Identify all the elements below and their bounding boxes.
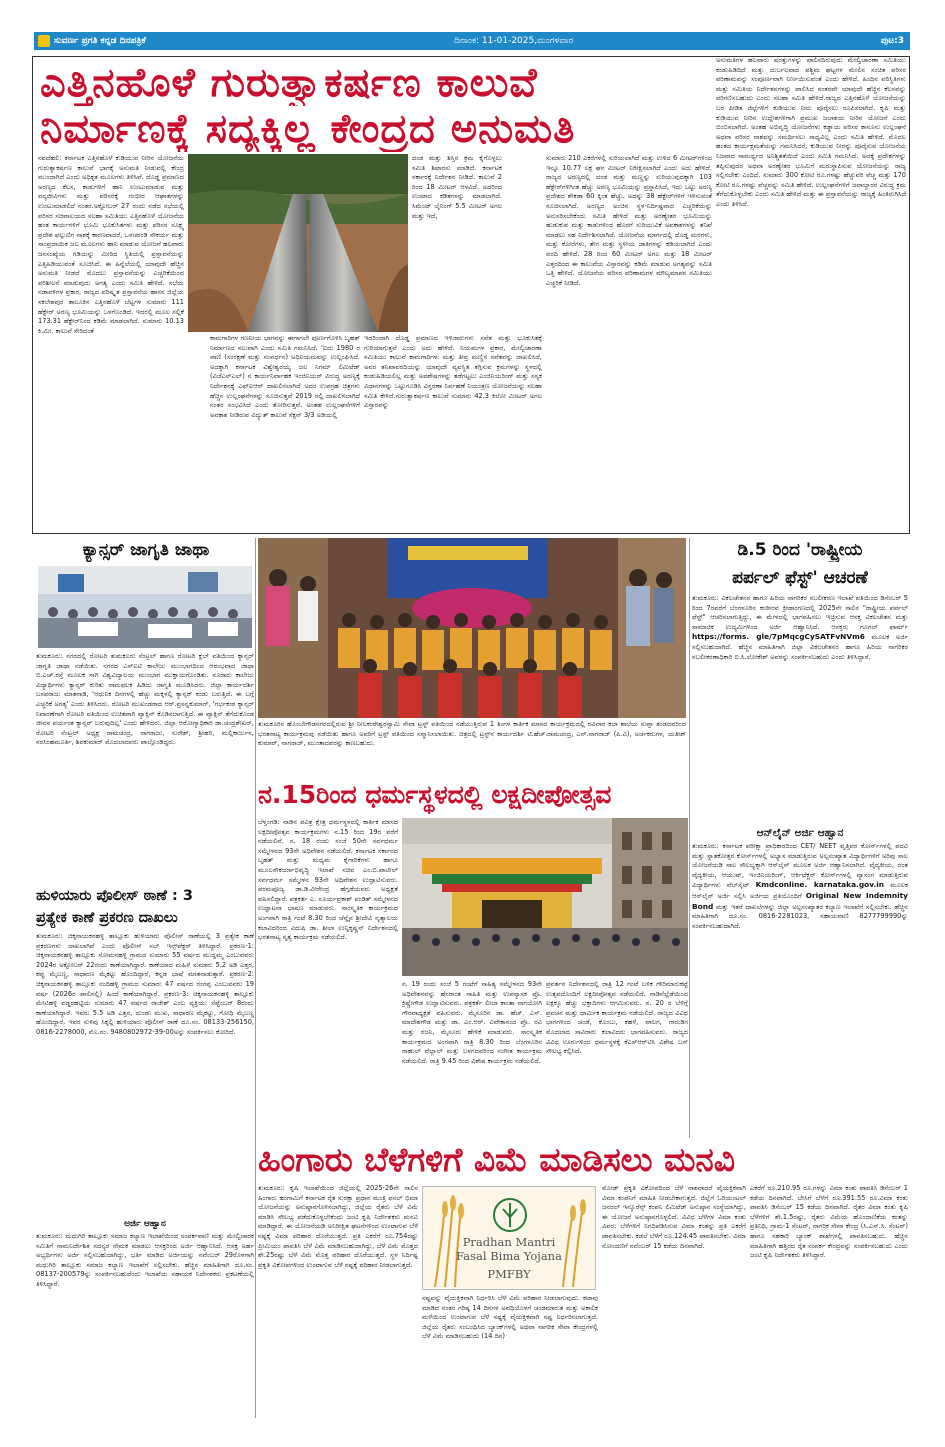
story1-pipeline-photo [188,154,408,332]
story7-headline: ಹಿಂಗಾರು ಬೆಳೆಗಳಿಗೆ ವಿಮೆ ಮಾಡಿಸಲು ಮನವಿ [258,1140,736,1179]
story1-col2-bottom: ಕಾಮಗಾರಿಗಳ ಗಣನೀಯ ಭಾಗವನ್ನು ಈಗಾಗಲೇ ಪೂರ್ಣಗೊಳಿಸಿ ಬೃಹತ್ ನಿರ್ಮಾಣದ ಸಲುವಾಗಿ ಎಂದು ಸಮಿತಿ ಗಮನಿಸಿದೆ. 'ಐದು 1980 ರ ವಾಣಿ (ಸಂರಕ್ಷಣೆ ಮತ್ತು ಸಂವರ್ಧನ) ಅಧಿನಿಯಮವನ್ನು ಉಲ್ಲಂಘಿಸಿದೆ. ಅದಕ್ಕಾಗಿ ಕರ್ನಾಟಕ ವಿಶ್ವೇಶ್ವರಯ್ಯ ಜಲ ನಿಗಮ್ ಲಿಮಿಟೆಡ್ (ವಿಜೆಎನ್‌ಎಲ್) ನ ಕಾರ್ಯನಿರ್ವಾಹಕ ಇಂಜಿನಿಯರ್ ವಿರುದ್ಧ ಅರಣ್ಯಕ್ಕೆ ನಿರ್ದೇಶನಕ್ಕೆ ಎಫ್‌ಐಆರ್ ದಾಖಲಿಸಲಾಗಿದೆ ಅದರ ಉಪಗ್ರಹ ಚಿತ್ರಗಳು ಹೆಚ್ಚಿನ ಉಲ್ಲಂಘನೆಗಳನ್ನು ಸೂಚಿಸುತ್ತವೆ 2019 ರಲ್ಲಿ ದಾಖಲಿಸಲಾಗಿದೆ ನಂತರ ಸಂಭವಿಸಿದೆ ಎಂದು ತೋರಿಸುತ್ತವೆ. ಅಂತಹ ಉಲ್ಲಂಘನೆಗಳಿಗೆ ಅವಕಾಶ ನೀಡಿರುವ ವಿದ್ಯುತ್ ಕಾಲುವೆ ಸೆಕ್ಷನ್ 3/3 ಅಡಿಯಲ್ಲಿ [210,334,360,419]
story3-body: ತುಮಕೂರು: ಚಿಕ್ಕನಾಯಕನಹಳ್ಳಿ ತಾಲ್ಲೂಕು ಹುಳಿಯಾರು ಪೊಲೀಸ್ ಠಾಣೆಯಲ್ಲಿ 3 ಪ್ರತ್ಯೇಕ ಕಾಣೆ ಪ್ರಕರಣಗಳು ದಾಖಲಾಗಿವೆ ಎಂದು ಪೊಲೀಸ್ ಸಬ್ ಇನ್ಸ್‌ಪೆಕ್ಟರ್ ತಿಳಿಸಿದ್ದಾರೆ. ಪ್ರಕರಣ-1: ಚಿಕ್ಕನಾಯಕನಹಳ್ಳಿ ತಾಲ್ಲೂಕು ಸೋಮನಹಳ್ಳಿ ಗ್ರಾಮದ ಸುಮಾರು 55 ವರ್ಷದ ಮುದ್ದಮ್ಮ ಎಂಬುವವರು 2024ರ ಅಕ್ಟೋಬರ್ 22ರಂದು ಕಾಣೆಯಾಗಿದ್ದಾರೆ. ಕಾಣೆಯಾದ ಮಹಿಳೆ ಸುಮಾರು 5.2 ಅಡಿ ಎತ್ತರ, ಕಪ್ಪು ಮೈಬಣ್ಣ, ಸಾಧಾರಣ ಮೈಕಟ್ಟು ಹೊಂದಿದ್ದಾರೆ, ಕನ್ನಡ ಭಾಷೆ ಮಾತನಾಡುತ್ತಾರೆ. ಪ್ರಕರಣ-2: ಚಿಕ್ಕನಾಯಕನಹಳ್ಳಿ ತಾಲ್ಲೂಕು ನಂದಿಹಳ್ಳಿ ಗ್ರಾಮದ ಸುಮಾರು 47 ವರ್ಷದ ರಂಗಪ್ಪ ಎಂಬುವವರು 19 ವರ್ಷ (2026ರ ಪಾಲಿನಲ್ಲಿ) ಹಿಂದೆ ಕಾಣೆಯಾಗಿದ್ದಾರೆ. ಪ್ರಕರಣ-3: ಚಿಕ್ಕನಾಯಕನಹಳ್ಳಿ ತಾಲ್ಲೂಕು ಮೇಟಿಹಳ್ಳಿ ವಡ್ಡರಹಟ್ಟಿಯ ಸುಮಾರು 47 ವರ್ಷದ ರಾಜೇಶ್ ಎಂಬ ವ್ಯಕ್ತಿಯು ಸೆಪ್ಟೆಂಬರ್ 8ರಂದು ಕಾಣೆಯಾಗಿದ್ದಾರೆ. ಇವರು 5.5 ಅಡಿ ಎತ್ತರ, ದುಂಡು ಮುಖ, ಸಾಧಾರಣ ಮೈಕಟ್ಟು, ಗೋಧಿ ಮೈಬಣ್ಣ ಹೊಂದಿದ್ದಾರೆ. ಇವರ ಸುಳಿವು ಸಿಕ್ಕಲ್ಲಿ ಹುಳಿಯಾರು ಪೊಲೀಸ್ ಠಾಣೆ ದೂ.ಸಂ. 08133-256150, 0816-2278000, ಮೊ.ನಂ. 9480802972-39-00ಅನ್ನು ಸಂಪರ್ಕಿಸಲು ಕೋರಿದೆ. [36,932,254,1036]
story1-col3: ಇದರಿಂದಾಗಿ ದೊಡ್ಡ ಪ್ರಮಾಣದ ಇಳಿಜಾರುಗಳು ಸವೆತ ಮತ್ತು ಭೂಕುಸಿತಕ್ಕೆ ಗುರಿಯಾಗುತ್ತವೆ ಎಂದು ಅದು ಹೇಳಿದೆ. ನಿಯಮಗಳ ಪ್ರಕಾರ, ಮೇಲ್ವಿಚಾರಣಾ ಸಮಿತಿಯು ಕಾಲುವೆ ಕಾಮಗಾರಿಗಳು ಮತ್ತು ತೀವ್ರ ಮಣ್ಣಿನ ಸವೆತವನ್ನು ದಾಖಲಿಸಿದೆ, ಅವರ ತನಿಖಾವರದಿಯನ್ನು ಯಾವುದೇ ವ್ಯವಸ್ಥಿತ ತಗ್ಗಿಸುವ ಕ್ರಮಗಳನ್ನು ಸ್ಥಳದಲ್ಲಿ ಕಂಡುಹಿಡಿಯಲಿಲ್ಲ ಮತ್ತು ಅವಶೇಷಗಳನ್ನು ತಡೆಗಟ್ಟಲು ಎಂಜಿನಿಯರಿಂಗ್ ಮತ್ತು ಸಸ್ಯಕ ವಿಧಾನಗಳನ್ನು ಒಟ್ಟುಗೂಡಿಸಿ ವಿಸ್ತರಣಾ ನಿರ್ವಹಣೆ ನಿಯಂತ್ರಣ ಯೋಜನೆಯನ್ನು ಸಲಹಾ ಸಮಿತಿ ಕೇಳಿದೆ.ಗುರುತ್ವಾಕರ್ಷಣ ಕಾಲುವೆ ಸುಮಾರು 42.3 ಕಿಲೋ ಮೀಟರ್ ಅಗಲ ವಿಸ್ತಾರವನ್ನು [364,334,542,410]
story5-body-text-2: ಮೂಲಕ ಅರ್ಜಿ ಸಲ್ಲಿಸಬಹುದಾಗಿದೆ. ಹೆಚ್ಚಿನ ಮಾಹಿತಿಗಾಗಿ ಜಿಲ್ಲಾ ವಿಕಲಚೇತನರ ಹಾಗೂ ಹಿರಿಯ ನಾಗರಿಕರ ಸಬಲೀಕರಣಾಧಿಕಾರಿ ಬಿ.ಸಿ.ಲೋಕೇಶ್ ಅವರನ್ನು ಸಂಪರ್ಕಿಸಬಹುದು ಎಂದು ತಿಳಿಸಿದ್ದಾರೆ. [692,633,908,661]
masthead-bar [34,32,910,50]
story5-body [692,594,908,824]
story5-body-text: ತುಮಕೂರು: ವಿಕಲಚೇತನರ ಹಾಗೂ ಹಿರಿಯ ನಾಗರಿಕರ ಸಬಲೀಕರಣ ಇಲಾಖೆ ವತಿಯಿಂದ ಡಿಸೆಂಬರ್ 5 ರಿಂದ 7ರವರೆಗೆ ಬೆಂಗಳೂರಿನ ಕಂಠೀರವ ಕ್ರೀಡಾಂಗಣದಲ್ಲಿ 2025ನೇ ಸಾಲಿನ "ರಾಷ್ಟ್ರೀಯ ಪರ್ಪಲ್ ಫೆಸ್ಟ್" ಆಚರಿಸಲಾಗುತ್ತಿದ್ದು, ಈ ಮೇಳದಲ್ಲಿ ಭಾಗವಹಿಸಲು ಇಚ್ಛಿಸುವ ಆಸಕ್ತ ವಿಕಲಚೇತನ ಮತ್ತು ಸಾಮಾಜಿಕ ಉದ್ಯಮಿಗಳಿಂದ ಅರ್ಜಿ ಆಹ್ವಾನಿಸಿದೆ. ಆಸಕ್ತರು ಗೂಗಲ್ ಫಾರ್ಮ್ [692,594,908,631]
story4-dance-photo [258,538,686,718]
story1-col4: ಸುಮಾರು 210 ಎಕರೆಗಳಲ್ಲಿ ಸುರಿಯಲಾಗಿದೆ ಮತ್ತು ಉಳಿದ 6 ಮೀಟರ್‌ಗಳಿಂದ ಇನ್ನೂ 10.77 ಲಕ್ಷ ಘನ ಮೀಟರ್ ನಿರೀಕ್ಷಿಸಲಾಗಿದೆ ಎಂದು ಅದು ಹೇಳಿದೆ. ರಾಜ್ಯದ ಅರಣ್ಯದಲ್ಲಿ ದಂಡ ಮತ್ತು ಮಣ್ಣನ್ನು ಸುರಿಯುವುದಕ್ಕಾಗಿ 103 ಹೆಕ್ಟೇರ್‌ಗಳಿಗಿಂತ ಹೆಚ್ಚು ಅರಣ್ಯ ಭೂಮಿಯನ್ನು ಪ್ರಸ್ತಾಪಿಸಿದೆ, ಇದು ಒಟ್ಟು ಅರಣ್ಯ ಪ್ರದೇಶದ ಶೇಕಡಾ 60 ಕ್ಕಿಂತ ಹೆಚ್ಚು. ಅದನ್ನು 38 ಹೆಕ್ಟೇರ್‌ಗಳಿಗೆ ಇಳಿಸುವಂತೆ ಸೂಚಿಸಲಾಗಿದೆ. ಅರಣ್ಯದ ಅಂಚಿನ ಸ್ಥಳ-ನಿರ್ದಿಷ್ಟವಾದ ಎಚ್ಚರಿಕೆಯನ್ನು ಅನುಸರಿಸಬೇಕೆಂದು ಸಮಿತಿ ಹೇಳಿದೆ ಮತ್ತು ಅರಣ್ಯೇತರ ಭೂಮಿಯನ್ನು ಹುಡುಕುವ ಮತ್ತು ಕಾಡುಗಳಿಂದ ಹೊರಗೆ ಸುರಿಯುವಿಕೆ ಅವಕಾಶಗಳನ್ನು ತನಿಖೆ ಮಾಡಲು ಸಹ ನಿರ್ದೇಶಿಸಲಾಗಿದೆ. ಯೋಜನೆಯ ಮಾರ್ಗದಲ್ಲಿ ದೊಡ್ಡ ಮರಗಳು, ಮತ್ತು ಕೋರೆಗಳು, ತೇಗ ಮತ್ತು ಸ್ಥಳೀಯ ಜಾತಿಗಳನ್ನು ಕಡಿಯಲಾಗಿದೆ ಎಂದು ವರದಿ ಹೇಳಿದೆ. 28 ರಿಂದ 60 ಮೀಟರ್ ಅಗಲ ಮತ್ತು 18 ಮೀಟರ್ ಎತ್ತರದಿಂದ ಈ ಕಾಲುವೆಯ ವಿಸ್ತಾರವನ್ನು ಕಡಿಮೆ ಮಾಡುವ ಅಗತ್ಯವನ್ನು ಸಮಿತಿ ಒತ್ತಿ ಹೇಳಿದೆ. ಯೋಜನೆಯ ಪರಿಸರ ಪರಿಣಾಮಗಳ ಮೌಲ್ಯಮಾಪನ ಸಮಿತಿಯು ಎಚ್ಚರಿಕೆ ನೀಡಿದೆ. [546,154,712,287]
story5-headline-1: ಡಿ.5 ರಿಂದ 'ರಾಷ್ಟ್ರೀಯ [737,540,863,560]
story5-sub-body-text: ತುಮಕೂರು: ಕರ್ನಾಟಕ ಪರೀಕ್ಷಾ ಪ್ರಾಧಿಕಾರದಿಂದ CET/ NEET ವೃತ್ತಿಪರ ಕೋರ್ಸ್‌ಗಳಲ್ಲಿ ಪದವಿ ಮತ್ತು ಸ್ನಾತಕೋತ್ತರ ಕೋರ್ಸ್‌ಗಳಲ್ಲಿ ಅಭ್ಯಾಸ ಮಾಡುತ್ತಿರುವ ಅಲ್ಪಸಂಖ್ಯಾತ ವಿದ್ಯಾರ್ಥಿಗಳಿಗೆ ಅರಿವು ಸಾಲ ಯೋಜನೆಯಡಿ ಸಾಲ ಸೌಲಭ್ಯಕ್ಕಾಗಿ ಆನ್‌ಲೈನ್ ಮೂಲಕ ಅರ್ಜಿ ಆಹ್ವಾನಿಸಲಾಗಿದೆ. ವೈದ್ಯಕೀಯ, ದಂತ ವೈದ್ಯಕೀಯ, ಆಯುಷ್, ಇಂಜಿನಿಯರಿಂಗ್, ಆರ್ಕಿಟೆಕ್ಚರ್ ಕೋರ್ಸ್‌ಗಳಲ್ಲಿ ವ್ಯಾಸಂಗ ಮಾಡುತ್ತಿರುವ ವಿದ್ಯಾರ್ಥಿಗಳು ವೆಬ್‌ಸೈಟ್ [692,842,908,890]
story7-pmfby-logo [422,1186,596,1290]
story5-website-link[interactable]: Kmdconline. karnataka.gov.in [755,880,885,890]
story1-col2-top: ದಂಡ ಮತ್ತು ಶಿಸ್ತಿನ ಕ್ರಮ ಕೈಗೊಳ್ಳಲು ಸಮಿತಿ ಶಿಫಾರಸು ಮಾಡಿದೆ. ಕರ್ನಾಟಕ ಸರ್ಕಾರಕ್ಕೆ ನಿರ್ದೇಶನ ನೀಡಿದೆ. ಕಾಲುವೆ 2 ರಿಂದ 18 ಮೀಟರ್ ಆಳವಿದೆ. ಅದರಿಂದ ಉಂಟಾದ ಕಡಿತಗಳನ್ನು ಮಾಡಲಾಗಿದೆ. ಸಿಮೆಂಟ್ ಲೈನಿಂಗ್ 5.5 ಮೀಟರ್ ಅಗಲ ಮತ್ತು ಇದೆ, [412,154,502,220]
story5-headline-2: ಪರ್ಪಲ್ ಫೆಸ್ಟ್' ಆಚರಣೆ [732,568,868,588]
story1-headline-1: ಎತ್ತಿನಹೊಳೆ ಗುರುತ್ವಾಕರ್ಷಣ ಕಾಲುವೆ [40,60,538,106]
story5-sub-body-text-2: ಮೂಲಕ ಆನ್‌ಲೈನ್ ಅರ್ಜಿ ಸಲ್ಲಿಸಿ ಅರ್ಜಿಯ ಪ್ರತಿಯೊಂದಿಗೆ [692,881,908,900]
story6-col2: ನ. 19 ರಂದು ಸಂಜೆ 5 ಗಂಟೆಗೆ ಸಾಹಿತ್ಯ ಸಮ್ಮೇಳನದ 93ನೇ ಅಧಿವೇಶನವನ್ನು ಹೆಸರಾಂತ ಸಾಹಿತಿ ಮತ್ತು ಉಪನ್ಯಾಸಕ ಪ್ರೊ. ಕ್ರಿಷ್ಣೇಗೌಡ ಉದ್ಘಾಟಿಸುವರು. ಪತ್ರಕರ್ತೆ ಲೀಲಾ ಕಾಂತಾ ನಾಗಯೋಗಿ ಗೌರವಾಧ್ಯಕ್ಷತೆ ವಹಿಸುವರು. ಮೈಸೂರಿನ ಡಾ. ಹೆಚ್. ಎಸ್. ಮಾದೇಶಗೌಡ ಮತ್ತು ಡಾ. ಎಂ.ಆರ್. ವಿವೇಕಾನಂದ ಪ್ರೊ. ರವಿ ಮತ್ತು ರಜನಿ, ಮೈಸೂರು ಹೇಳಿಕೆ ಮಾಡುವರು. ಸಾಂಸ್ಕೃತಿಕ ಕಾರ್ಯಕ್ರಮದ ಅಂಗವಾಗಿ ರಾತ್ರಿ 8.30 ರಿಂದ ಬೆಂಗಳೂರಿನ ರಾಹುಲ್ ವೆಲ್ಲಾಲ್ ಮತ್ತು ಬಳಗದವರಿಂದ ಸಂಗೀತ ಕಾರ್ಯಕ್ರಮ ನಡೆಯಲಿದೆ. ರಾತ್ರಿ 9.45 ರಿಂದ ವಿಶೇಷ ಕಾರ್ಯಕ್ರಮ ನಡೆಯಲಿದೆ. [402,980,542,1065]
column-rule-right [689,538,690,1138]
pmfby-line-2: Fasal Bima Yojana [456,1249,562,1263]
story6-temple-photo [402,818,688,976]
story1-col5: ಅನುಮತಿಗಳ ಹಲವಾರು ಷರತ್ತುಗಳನ್ನು ಪಾಲಿಸದಿರುವುದು ಮೇಲ್ವಿಚಾರಣಾ ಸಮಿತಿಯು ಕಂಡುಹಿಡಿದಿದೆ ಮತ್ತು ದುರ್ಬಲವಾದ ಪಶ್ಚಿಮ ಘಟ್ಟಗಳ ಮೇಲಿನ ಸಂಚಿತ ಪರಿಸರ ಪರಿಣಾಮವನ್ನು ಸಂಪೂರ್ಣವಾಗಿ ನಿರ್ಣಯಿಸುವಂತೆ ಎಂದು ಹೇಳಿದೆ. ಹಿಂದಿನ ಪರಿಸ್ಥಿತಿಗಳು ಮತ್ತು ಸಮಿತಿಯ ನಿರ್ದೇಶನಗಳನ್ನು ಪಾಲಿಸಿದ ನಂತರವೇ ಯಾವುದೇ ಹೆಚ್ಚಿನ ಕೆಲಸವನ್ನು ಪರಿಗಣಿಸಬಹುದು ಎಂದು ಸಲಹಾ ಸಮಿತಿ ಹೇಳಿದೆ.ರಾಜ್ಯದ ಎತ್ತಿನಹೊಳೆ ಯೋಜನೆಯನ್ನು ಬರ ಪೀಡಿತ ಜಿಲ್ಲೆಗಳಿಗೆ ಕುಡಿಯುವ ನೀರು ಪೂರೈಸಲು ರೂಪಿಸಲಾಗಿದೆ. ಕೃಷಿ ಮತ್ತು ಕುಡಿಯುವ ನೀರಿನ ಉದ್ದೇಶಗಳಿಗಾಗಿ ಪ್ರಮುಖ ಜಲಾಶಯ ನೀರಿನ ಯೋಜನೆ ಎಂದು ಬಿಂಬಿಸಲಾಗಿದೆ. ಅಂತಹ ಅಭಿವೃದ್ಧಿ ಯೋಜನೆಗಳು ಕಡ್ಡಾಯ ಪರಿಸರ ಕಾನೂನು ಉಲ್ಲಂಘನೆ ಅಥವಾ ಪರಿಸರ ನಾಶವನ್ನು ಸಮರ್ಥಿಸಲು ಸಾಧ್ಯವಿಲ್ಲ ಎಂದು ಸಮಿತಿ ಹೇಳಿದೆ. ಮೊದಲ ಹಂತದ ಕಾರ್ಯಕ್ಷಮತೆಯನ್ನು ಗಮನಿಸಿದರೆ, ಕುಡಿಯುವ ನೀರನ್ನು ಪೂರೈಸುವ ಯೋಜನೆಯ ನಿಜವಾದ ಸಾಮರ್ಥ್ಯದ ಅನಿಶ್ಚಿತತೆಯಿದೆ ಎಂದು ಸಮಿತಿ ಗಮನಿಸಿದೆ. ಅದಕ್ಕೆ ಪ್ರದೇಶಗಳನ್ನು ತಪ್ಪಿಸುವುದರ ಅಥವಾ ಅರಣ್ಯೇತರ ಭೂಮಿಗೆ ಮರುಸ್ಥಾಪಿಸುವ ಯೋಜನೆಯನ್ನು ರಾಜ್ಯ ಸಲ್ಲಿಸಬೇಕು ಎಂದಿದೆ. ಸುಮಾರು 300 ಕೋಟಿ ರೂ.ಗಳಷ್ಟು ಹೆಚ್ಚುವರಿ ವೆಚ್ಚ ಮತ್ತು 170 ಕೋಟಿ ರೂ.ಗಳಷ್ಟು ವೆಚ್ಚವನ್ನು ಸಮಿತಿ ಹೇಳಿದೆ. ಉಲ್ಲಂಘನೆಗಳಿಗೆ ಜವಾಬ್ದಾರರ ವಿರುದ್ಧ ಕ್ರಮ ತೆಗೆದುಕೊಳ್ಳಬೇಕು ಎಂದು ಸಮಿತಿ ಹೇಳಿದೆ ಮತ್ತು ಈ ಪ್ರಸ್ತಾವನೆಯನ್ನು ರಾಜ್ಯಕ್ಕೆ ಹಿಂತಿರುಗಿಸಿದೆ ಎಂದು ತಿಳಿಸಿದೆ. [716,56,906,208]
story7-col1: ತುಮಕೂರು: ಕೃಷಿ ಇಲಾಖೆಯಿಂದ ಜಿಲ್ಲೆಯಲ್ಲಿ 2025-26ನೇ ಸಾಲಿನ ಹಿಂಗಾರು ಹಂಗಾಮಿಗೆ ಕರ್ನಾಟಕ ರೈತ ಸುರಕ್ಷಾ ಪ್ರಧಾನ ಮಂತ್ರಿ ಫಸಲ್ ಭಿಮಾ ಯೋಜನೆಯನ್ನು ಅನುಷ್ಠಾನಗೊಳಿಸಲಾಗಿದ್ದು, ಜಿಲ್ಲೆಯ ರೈತರು ಬೆಳೆ ವಿಮೆ ಮಾಡಿಸಿ ಸೌಲಭ್ಯ ಪಡೆದುಕೊಳ್ಳಬೇಕೆಂದು ಜಂಟಿ ಕೃಷಿ ನಿರ್ದೇಶಕರು ಮನವಿ ಮಾಡಿದ್ದಾರೆ. ಈ ಯೋಜನೆಯಡಿ ಅನಿರೀಕ್ಷಿತ ಘಟನೆಗಳಿಂದ ಉಂಟಾಗುವ ಬೆಳೆ ನಷ್ಟಕ್ಕೆ ವಿಮಾ ಪರಿಹಾರ ದೊರೆಯುತ್ತದೆ. ಪ್ರತಿ ಎಕರೆಗೆ ರೂ.754ರಷ್ಟು ಪ್ರೀಮಿಯಂ ಪಾವತಿಸಿ ಬೆಳೆ ವಿಮೆ ಮಾಡಿಸಬಹುದಾಗಿದ್ದು, ಬೆಳೆ ವಿಮೆ ಮೊತ್ತದ ಶೇ.25ರಷ್ಟು ಬೆಳೆ ವಿಮೆ ಮೊತ್ತ ಪರಿಹಾರ ದೊರೆಯುತ್ತದೆ. ಸ್ಥಳ ನಿರ್ದಿಷ್ಟ ಪ್ರಕೃತಿ ವಿಕೋಪಗಳಿಂದ ಉಂಟಾಗುವ ಬೆಳೆ ನಷ್ಟಕ್ಕೆ ಪರಿಹಾರ ನೀಡಲಾಗುತ್ತದೆ. [258,1184,418,1269]
pmfby-line-3: PMFBY [487,1267,531,1281]
story2-rally-photo [38,566,252,648]
issue-date: ದಿನಾಂಕ: 11-01-2025,ಮಂಗಳವಾರ [454,36,574,46]
story3-notice-body: ತುಮಕೂರು: ಮಧುಗಿರಿ ತಾಲ್ಲೂಕು ಸಮಾಜ ಕಲ್ಯಾಣ ಇಲಾಖೆಯಿಂದ ಸಂಪರ್ಕವಾಣಿ ಮತ್ತು ಮೇಲ್ವಿಚಾರಕ ಸಮಿತಿಗೆ ನಾಮನಿರ್ದೇಶಿತ ಸದಸ್ಯರ ನೇಮಕ ಮಾಡಲು ಆಸಕ್ತರಿಂದ ಅರ್ಜಿ ಆಹ್ವಾನಿಸಿದೆ. ಆಸಕ್ತ ಅರ್ಹ ಅಭ್ಯರ್ಥಿಗಳು ಅರ್ಜಿ ಸಲ್ಲಿಸಬಹುದಾಗಿದ್ದು, ಭರ್ತಿ ಮಾಡಿದ ಅರ್ಜಿಯನ್ನು ನವೆಂಬರ್ 29ರೊಳಗಾಗಿ ಮಧುಗಿರಿ ತಾಲ್ಲೂಕು ಸಮಾಜ ಕಲ್ಯಾಣ ಇಲಾಖೆಗೆ ಸಲ್ಲಿಸಬೇಕು. ಹೆಚ್ಚಿನ ಮಾಹಿತಿಗಾಗಿ ದೂ.ಸಂ. 08137-200579ನ್ನು ಸಂಪರ್ಕಿಸಬಹುದೆಂದು ಇಲಾಖೆಯ ಸಹಾಯಕ ನಿರ್ದೇಶಕರು ಪ್ರಕಟಣೆಯಲ್ಲಿ ತಿಳಿಸಿದ್ದಾರೆ. [36,1232,254,1288]
story3-headline-2: ಪ್ರತ್ಯೇಕ ಕಾಣೆ ಪ್ರಕರಣ ದಾಖಲು [36,910,178,926]
pmfby-line-1: Pradhan Mantri [462,1235,556,1249]
story7-col2-bottom: ನಷ್ಟವನ್ನು ವೈಯಕ್ತಿಕವಾಗಿ ನಿರ್ಧರಿಸಿ ಬೆಳೆ ವಿಮೆ ಪರಿಹಾರ ನೀಡಲಾಗುವುದು. ಕಟಾವು ಮಾಡಿದ ನಂತರ ಗರಿಷ್ಠ 14 ದಿನಗಳ ಅವಧಿಯೊಳಗೆ ಚಂಡಮಾರುತ ಮತ್ತು ಅಕಾಲಿಕ ಮಳೆಯಿಂದ ಉಂಟಾಗುವ ಬೆಳೆ ನಷ್ಟಕ್ಕೆ ವೈಯಕ್ತಿಕವಾಗಿ ನಷ್ಟ ನಿರ್ಧರಿಸಲಾಗುತ್ತದೆ. ಜಿಲ್ಲೆಯ ರೈತರು ಸಂಬಂಧಿಸಿದ ಬ್ಯಾಂಕ್‌ಗಳಲ್ಲಿ ಅಥವಾ ನಾಗರಿಕ ಸೇವಾ ಕೇಂದ್ರಗಳಲ್ಲಿ ಬೆಳೆ ವಿಮೆ ಮಾಡಿಸಬಹುದು (14 ದಿನ) [422,1294,598,1341]
story1-headline-2: ನಿರ್ಮಾಣಕ್ಕೆ ಸದ್ಯಕ್ಕಿಲ್ಲ ಕೇಂದ್ರದ ಅನುಮತಿ [40,106,576,152]
story5-sub-body [692,842,908,1134]
story5-sub-body-text-3: ಮತ್ತು ಇತರೆ ದಾಖಲೆಗಳನ್ನು ಜಿಲ್ಲಾ ಅಲ್ಪಸಂಖ್ಯಾತರ ಕಲ್ಯಾಣ ಇಲಾಖೆಗೆ ಸಲ್ಲಿಸಬೇಕು. ಹೆಚ್ಚಿನ ಮಾಹಿತಿಗಾಗಿ ದೂ.ಸಂ. 0816-2281023, ಸಹಾಯವಾಣಿ 8277799990ನ್ನು ಸಂಪರ್ಕಿಸಬಹುದಾಗಿದೆ. [692,902,908,930]
story6-col3: ಪ್ರವರ್ತನ ನಿರ್ದೇಶನದಲ್ಲಿ ರಾತ್ರಿ 12 ಗಂಟೆ ಬಳಿಕ ಗೌರಿಮಾರುಕಟ್ಟೆ ಉತ್ಸವದೊಂದಿಗೆ ಲಕ್ಷದೀಪೋತ್ಸವ ನಡೆಯಲಿದೆ. ನಾಡಿನೆಲ್ಲೆಡೆಯಿಂದ ಲಕ್ಷಕ್ಕೂ ಹೆಚ್ಚು ಭಕ್ತಾದಿಗಳು ಆಗಮಿಸುವರು. ನ. 20 ರ ಬೆಳಿಗ್ಗೆ ಪ್ರವಚನ ಮತ್ತು ಧಾರ್ಮಿಕ ಕಾರ್ಯಕ್ರಮ ನಡೆಯಲಿದೆ. ರಾಜ್ಯದ ವಿವಿಧ ಭಾಗಗಳಿಂದ ಚಂಡೆ, ಕೊಂಬು, ಕಹಳೆ, ವಾಲಗ, ಗಾರುಡಿಗ ಮೊದಲಾದ ಸಾವಿರಾರು ಕಲಾವಿದರು ಭಾಗವಹಿಸುವರು. ರಾಜ್ಯದ ವಿವಿಧ ಊರುಗಳಿಂದ ಧರ್ಮಸ್ಥಳಕ್ಕೆ ಕೆಎಸ್‌ಆರ್‌ಟಿಸಿ ವಿಶೇಷ ಬಸ್ ಸೌಲಭ್ಯ ಕಲ್ಪಿಸಿದೆ. [546,980,688,1056]
story2-headline: ಕ್ಯಾನ್ಸರ್ ಜಾಗೃತಿ ಜಾಥಾ [82,540,210,560]
story6-headline: ನ.15ರಿಂದ ಧರ್ಮಸ್ಥಳದಲ್ಲಿ ಲಕ್ಷದೀಪೋತ್ಸವ [258,780,612,809]
story4-caption: ತುಮಕೂರಿನ ಹೊಂಬೇಗೌಡನಗರದಲ್ಲಿರುವ ಶ್ರೀ ನೀಲಕಂಠೇಶ್ವರಸ್ವಾಮಿ ಸೇವಾ ಟ್ರಸ್ಟ್ ವತಿಯಿಂದ ನಡೆಯುತ್ತಿರುವ 1 ತಿಂಗಳ ಕಾರ್ತಿಕ ಮಾಸದ ಕಾರ್ಯಕ್ರಮದಲ್ಲಿ ರವಿವಾರ ಕಲಾ ಶಾಲೆಯ ಸುಪ್ತಾ ತಂಡದವರಿಂದ ಭರತನಾಟ್ಯ ಕಾರ್ಯಕ್ರಮವು ನಡೆಯಿತು ಹಾಗೂ ಅವರಿಗೆ ಟ್ರಸ್ಟ್ ವತಿಯಿಂದ ಸನ್ಮಾನಿಸಲಾಯಿತು. ಚಿತ್ರದಲ್ಲಿ ಟ್ರಸ್ಟ್‌ನ ಕಾರ್ಯದರ್ಶಿ ಟಿ.ಹೆಚ್.ರಾಮಚಂದ್ರ, ಎನ್.ನಾಗರಾಜ್ (ಪಿ.ವಿ), ಅರ್ಚಕರುಗಳ, ಯತೀಶ್ ಕುಮಾರ್, ನಾಗರಾಜ್, ಮುಂತಾದವರನ್ನು ಕಾಣಬಹುದು. [258,720,686,748]
column-rule-left [255,538,256,1418]
story3-notice-title: ಅರ್ಜಿ ಆಹ್ವಾನ [124,1219,166,1229]
story5-form-link[interactable]: https://forms. gle/7pMqcgCySATFvNVm6 [692,632,865,642]
paper-name: ಸುವರ್ಣ ಪ್ರಗತಿ ಕನ್ನಡ ದಿನಪತ್ರಿಕೆ [54,36,146,46]
story6-col1: ಬೆಳ್ತಂಗಡಿ: ನಾಡಿನ ಪವಿತ್ರ ಕ್ಷೇತ್ರ ಧರ್ಮಸ್ಥಳದಲ್ಲಿ ಕಾರ್ತಿಕ ಮಾಸದ ಲಕ್ಷದೀಪೋತ್ಸವ ಕಾರ್ಯಕ್ರಮಗಳು ನ.15 ರಿಂದ 19ರ ವರೆಗೆ ನಡೆಯಲಿವೆ. ನ. 18 ರಂದು ಸಂಜೆ 50ನೇ ಸರ್ವಧರ್ಮ ಸಮ್ಮೇಳನದ 93ನೇ ಅಧಿವೇಶನ ನಡೆಯಲಿದೆ. ಕರ್ನಾಟಕ ಸರ್ಕಾರದ ಬೃಹತ್ ಮತ್ತು ಮಧ್ಯಮ ಕೈಗಾರಿಕೆಗಳು ಹಾಗೂ ಮೂಲಸೌಕರ್ಯಾಭಿವೃದ್ಧಿ ಇಲಾಖೆ ಸಚಿವ ಎಂ.ಬಿ.ಪಾಟೀಲ್ ಸರ್ವಧರ್ಮ ಸಮ್ಮೇಳನ 93ನೇ ಅಧಿವೇಶನ ಉದ್ಘಾಟಿಸುವರು. ಪರಮಪೂಜ್ಯ ಡಾ.ಡಿ.ವೀರೇಂದ್ರ ಹೆಗ್ಗಡೆಯವರು ಅಧ್ಯಕ್ಷತೆ ವಹಿಸಲಿದ್ದಾರೆ. ಪತ್ರಕರ್ತ ಎ. ಸೂರ್ಯಪ್ರಕಾಶ್ ಪಂಡಿತ್ ಸಮ್ಮೇಳನದ ಉದ್ಘಾಟನಾ ಭಾಷಣ ಮಾಡುವರು. ಸಾಂಸ್ಕೃತಿಕ ಕಾರ್ಯಕ್ರಮದ ಅಂಗವಾಗಿ ರಾತ್ರಿ ಗಂಟೆ 8.30 ರಿಂದ ಚೆನ್ನೈನ ಶ್ರೀದೇವಿ ನೃತ್ಯಾಲಯ ಕಲಾವಿದರಿಂದ ವಿದುಷಿ ಡಾ. ಶೀಲಾ ಉನ್ನಿಕೃಷ್ಣನ್ ನಿರ್ದೇಶನದಲ್ಲಿ ಭರತನಾಟ್ಯ ನೃತ್ಯ ಕಾರ್ಯಕ್ರಮ ನಡೆಯಲಿದೆ. [258,818,398,942]
story5-bond-text: Original New Indemnity Bond [692,890,908,911]
story7-col4: ಎಕರೆಗೆ ರೂ.210.95 ರೂ.ಗಳನ್ನು ವಿಮಾ ಕಂತು ಪಾವತಿಸಿ ಡಿಸೆಂಬರ್ 1 ಕಡೆಯ ದಿನವಾಗಿದೆ. ಬೇಸಿಗೆ ಬೆಳೆಗೆ ರೂ.391.55 ರೂ.ವಿಮಾ ಕಂತು ಪಾವತಿಸಿ ಡಿಸೆಂಬರ್ 15 ಕಡೆಯ ದಿನವಾಗಿದೆ. ರೈತರ ವಿಮಾ ಕಂತು ಕೃಷಿ ಬೆಳೆಗಳಿಗೆ ಶೇ.1.5ರಷ್ಟು, ರೈತರು ವಿಮೆಯ ಹೊಂದಾಣಿಕೆಯ ಕಂತನ್ನು ಪ್ರತಿನಿಧಿ, ಗ್ರಾಮ-1 ಸೆಂಟರ್, ನಾಗರಿಕ ಸೇವಾ ಕೇಂದ್ರ (ಸಿ.ಎಸ್.ಸಿ. ಸೆಂಟರ್) ಹಾಗೂ ಸಹಕಾರಿ ಬ್ಯಾಂಕ್ ಶಾಖೆಗಳಲ್ಲಿ ಪಾವತಿಸಬಹುದು. ಹೆಚ್ಚಿನ ಮಾಹಿತಿಗಾಗಿ ಹತ್ತಿರದ ರೈತ ಸಂಪರ್ಕ ಕೇಂದ್ರವನ್ನು ಸಂಪರ್ಕಿಸಬಹುದು ಎಂದು ಜಂಟಿ ಕೃಷಿ ನಿರ್ದೇಶಕರು ತಿಳಿಸಿದ್ದಾರೆ. [750,1184,908,1260]
story5-sub-title: ಆನ್‌ಲೈನ್ ಅರ್ಜಿ ಆಹ್ವಾನ [756,827,844,839]
story1-col1: ನವದೆಹಲಿ: ಕರ್ನಾಟಕ ಎತ್ತಿನಹೊಳೆ ಕುಡಿಯುವ ನೀರಿನ ಯೋಜನೆಯ ಗುರುತ್ವಾಕರ್ಷಣ ಕಾಲುವೆ ಭಾಗಕ್ಕೆ ಅನುಮತಿ ನೀಡುವಲ್ಲಿ ಕೇಂದ್ರ ಮುಂದಾಗಿದೆ ಎಂದು ಅಧಿಕೃತ ಮೂಲಗಳು ತಿಳಿಸಿವೆ. ದೊಡ್ಡ ಪ್ರಮಾಣದ ಅರಣ್ಯದ ಕೆಲಸ, ಕಾಡುಗಳಿಗೆ ಹಾನಿ ಉಂಟುಮಾಡುವ ಮತ್ತು ವನ್ಯಜೀವಿಗಳು ಮತ್ತು ಪರಿಸರಕ್ಕೆ ಗಂಭೀರ ಆಘಾತಗಳನ್ನು ಉಂಟುಮಾಡಲಿದೆ ನಂತರ.ಅಕ್ಟೋಬರ್ 27 ರಂದು ನಡೆದ ಸಭೆಯಲ್ಲಿ ಪರಿಸರ ಸಚಿವಾಲಯದ ಸಲಹಾ ಸಮಿತಿಯು ಎತ್ತಿನಹೊಳೆ ಯೋಜನೆಯ ಹಂತ ಕಾರ್ಯಗಳಿಗೆ ಭೂಮಿ ಭೂಕುಸಿತಗಳು ಮತ್ತು ಪರಿಸರ ಸೂಕ್ಷ್ಮ ಪ್ರದೇಶ ಫಲ್ಗುಣಿಗ ನಾಶಕ್ಕೆ ಕಾರಣವಾದರೆ, ಒಳಚರಂಡಿ ಸೌಕರ್ಯ ಮತ್ತು ಸಾಂಪ್ರದಾಯಿಕ ಜಲ ಮೂಲಗಳು ಹಾನಿ ಮಾಡುವ ಯೋಜನೆ ಹಲವಾರು ಜನಸಂಖ್ಯೆಯ ಗಡಿಯನ್ನು ಮೀರಿದ ಸ್ಥಿತಿಯಲ್ಲಿ ಪ್ರಸ್ತಾವನೆಯನ್ನು ಎತ್ತಿಹಿಡಿಯುವಂತೆ ಸೂಚಿಸಿದೆ. ಈ ಹಿನ್ನೆಲೆಯಲ್ಲಿ ಯಾವುದೇ ಹೆಚ್ಚಿನ ಅನುಮತಿ ನೀಡದೆ ಮೊದಲು ಪ್ರಸ್ತಾವನೆಯನ್ನು ಎಚ್ಚರಿಕೆಯಿಂದ ಪರಿಶೀಲನೆ ಮಾಡುವುದು ಅಗತ್ಯ ಎಂದು ಸಮಿತಿ ಹೇಳಿದೆ. ಸಭೆಯ ನಡಾವಳಿಗಳ ಪ್ರಕಾರ, ರಾಜ್ಯದ ಪರಿಷ್ಕೃತ ಪ್ರಸ್ತಾವನೆಯ ಹಾಸನ ಜಿಲ್ಲೆಯ ಸಕಲೇಶಪುರ ತಾಲೂಕಿನ ಎತ್ತಿನಹೊಳೆ ಬೆಟ್ಟಗಳ ಸುಮಾರು 111 ಹೆಕ್ಟೇರ್ ಅರಣ್ಯ ಭೂಮಿಯನ್ನು ಒಳಗೊಂಡಿದೆ. ಇದರಲ್ಲಿ ಮೂಲ ಸಲ್ಲಿಕೆ 173.31 ಹೆಕ್ಟೇರ್‌ನಿಂದ ಕಡಿಮೆ ಮಾಡಲಾಗಿದೆ. ಸುಮಾರು 10.13 ಕಿ.ಮೀ. ಕಾಲುವೆ ಸೇರಿದಂತೆ [38,154,184,335]
story7-col3: ಮೋಡ್ ಪ್ರಕೃತಿ ವಿಕೋಪದಿಂದ ಬೆಳೆ ನಾಶವಾದರೆ ವೈಯಕ್ತಿಕವಾಗಿ ವಿಮಾ ಕಂಪನಿಗೆ ಮಾಹಿತಿ ನೀಡಬೇಕಾಗುತ್ತದೆ. ಜಿಲ್ಲೆಗೆ ಓರಿಯಂಟಲ್ ಜನರಲ್ ಇನ್ಶೂರೆನ್ಸ್ ಕಂಪನಿ ಲಿಮಿಟೆಡ್ ಅನುಷ್ಠಾನ ಸಂಸ್ಥೆಯಾಗಿದ್ದು, ಈ ಯೋಜನೆ ಅನುಷ್ಠಾನಗೊಳ್ಳಲಿದೆ. ವಿವಿಧ ಬೆಳೆಗಳ ವಿಮಾ ಕಂತು ವಿವರ: ಬೆಳೆಗಳಿಗೆ ನಿಗದಿಪಡಿಸಿರುವ ವಿಮಾ ಕಂತನ್ನು ಪ್ರತಿ ಎಕರೆಗೆ ಪಾವತಿಸಬೇಕು. ಕಡಲೆ ಬೆಳೆಗೆ ರೂ.124.45 ಪಾವತಿಸಬೇಕು. ವಿಮಾ ನೋಂದಣಿಗೆ ನವೆಂಬರ್ 15 ಕಡೆಯ ದಿನವಾಗಿದೆ. [602,1184,746,1250]
newspaper-logo-icon [38,35,50,47]
story3-headline-1: ಹುಳಿಯಾರು ಪೊಲೀಸ್ ಠಾಣೆ : 3 [36,888,193,904]
story2-body: ತುಮಕೂರು: ನಗರದಲ್ಲಿ ರೋಟರಿ ತುಮಕೂರು ಸೆಂಟ್ರಲ್ ಹಾಗೂ ರೋಟರಿ ಕ್ಲಬ್ ವತಿಯಿಂದ ಕ್ಯಾನ್ಸರ್ ಜಾಗೃತಿ ಜಾಥಾ ನಡೆಯಿತು. ನಗರದ ಎಸ್‌ಐಟಿ ಕಾಲೇಜು ಮುಂಭಾಗದಿಂದ ಆರಂಭವಾದ ಜಾಥಾ ಬಿ.ಎಚ್.ರಸ್ತೆ ಮೂಲಕ ಸಾಗಿ ವಿಶ್ವವಿದ್ಯಾಲಯ ಮುಂಭಾಗ ಮುಕ್ತಾಯಗೊಂಡಿತು. ನೂರಾರು ಕಾಲೇಜು ವಿದ್ಯಾರ್ಥಿಗಳು ಕ್ಯಾನ್ಸರ್ ಕುರಿತು ನಾಮಫಲಕ ಹಿಡಿದು ಜಾಗೃತಿ ಮೂಡಿಸಿದರು. ಜಿಲ್ಲಾ ಕಾರ್ಯದರ್ಶಿ ಬಸವರಾಜು ಮಾತನಾಡಿ, 'ಆಧುನಿಕ ದಿನಗಳಲ್ಲಿ ಹೆಚ್ಚು ಮಕ್ಕಳಲ್ಲಿ ಕ್ಯಾನ್ಸರ್ ಕಂಡು ಬರುತ್ತಿದೆ. ಈ ಬಗ್ಗೆ ಎಚ್ಚರಿಕೆ ಅಗತ್ಯ' ಎಂದು ತಿಳಿಸಿದರು. ರೋಟರಿ ಮುಖಂಡರಾದ ಆರ್.ಪ್ರಸನ್ನಕುಮಾರ್, 'ಗರ್ಭಕಂಠ ಕ್ಯಾನ್ಸರ್ ನಿವಾರಣೆಗಾಗಿ ರೋಟರಿ ವತಿಯಿಂದ ಉಚಿತವಾಗಿ ವ್ಯಾಕ್ಸಿನ್ ಕೊಡಿಸಲಾಗುತ್ತಿದೆ. ಈ ವ್ಯಾಕ್ಸಿನ್ ತೆಗೆದುಕೊಂಡ ಜೀವನ ಪರ್ಯಂತ ಕ್ಯಾನ್ಸರ್ ಬರುವುದಿಲ್ಲ' ಎಂದು ಹೇಳಿದರು. ಜಿಲ್ಲಾ ಆರೋಗ್ಯಾಧಿಕಾರಿ ಡಾ.ಚಂದ್ರಶೇಖರ್, ರೋಟರಿ ಸೆಂಟ್ರಲ್ ಅಧ್ಯಕ್ಷ ರಾಮಚಂದ್ರ, ನಾಗರಾಜು, ಸುರೇಶ್, ಶ್ರೀಹರಿ, ಮಲ್ಲಿಕಾರ್ಜುನ, ನರಸಿಂಹಮೂರ್ತಿ, ಶಿವಕುಮಾರ್ ಮೊದಲಾದವರು ಪಾಲ್ಗೊಂಡಿದ್ದರು. [36,652,254,747]
page-number: ಪುಟ:3 [880,36,904,46]
